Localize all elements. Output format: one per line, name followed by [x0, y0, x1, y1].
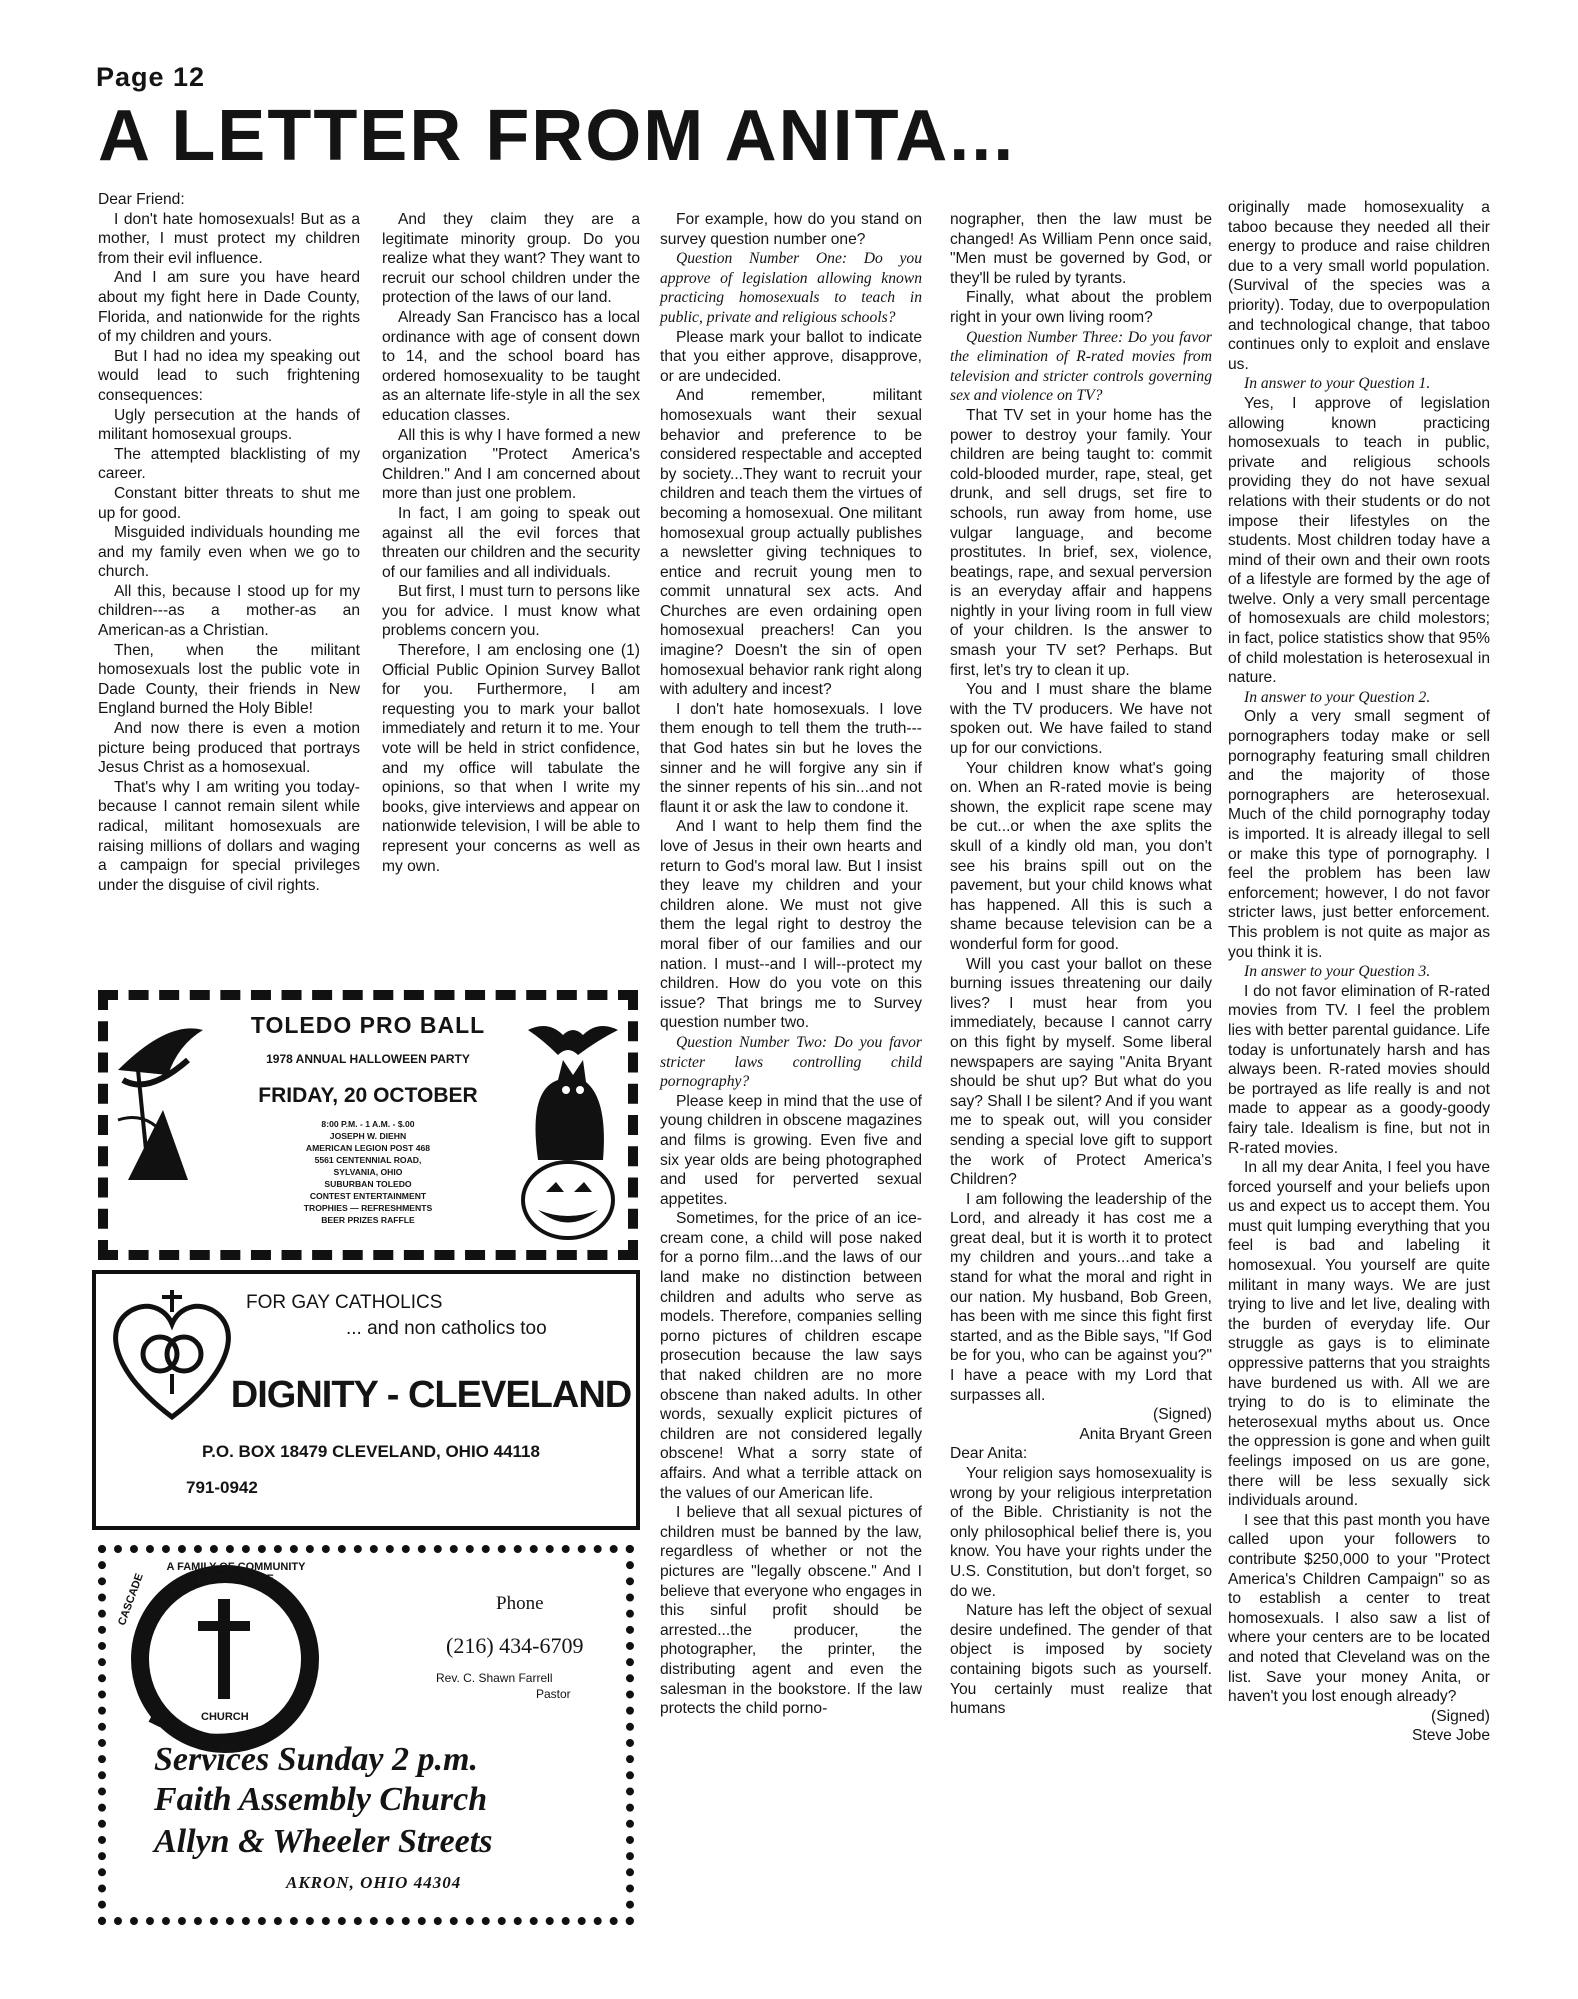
church-phone-label: Phone — [496, 1593, 544, 1614]
toledo-details — [228, 1118, 508, 1226]
article-paragraph: Please keep in mind that the use of young children in obscene magazines and films is growing. Even five and six year olds are being photographed and used for perverted sexual appetites. — [660, 1092, 922, 1208]
church-logo-left: CASCADE — [116, 1571, 146, 1628]
article-paragraph: And they claim they are a legitimate minority group. Do you realize what they want? They want to recruit our school children under the protection of the laws of our land. — [382, 211, 640, 307]
church-logo-bottom: CHURCH — [201, 1711, 249, 1723]
article-paragraph: Your children know what's going on. When an R-rated movie is being shown, the explicit rape scene may be cut...or when the axe splits the skull of a kindly old man, you don't see his brains spill out on the pavement, but your child knows what has happened. All this is such a shame because television can be a wonderful form for good. — [950, 759, 1212, 953]
article-paragraph: In all my dear Anita, I feel you have forced yourself and your beliefs upon us and expect us to accept them. You must quit lumping everything that you feel is bad and labeling it homosexual. You yourself are quite militant in many ways. We are just trying to live and let live, dealing with the burden of everyday life. Our struggle as gays is to eliminate oppressive patterns that you straights have burdened us with. All we are trying to do is to eliminate the heterosexual myths about us. Once the oppression is gone and when guilt feelings imposed on us are gone, there will be less sexually sick individuals around. — [1228, 1159, 1490, 1510]
toledo-detail-line: 5561 CENTENNIAL ROAD, — [314, 1155, 422, 1165]
article-paragraph: Nature has left the object of sexual desire undefined. The gender of that object is imposed by society containing bigots such as yourself. You certainly must realize that humans — [950, 1602, 1212, 1718]
article-paragraph: In answer to your Question 2. — [1244, 688, 1431, 706]
toledo-detail-line: CONTEST ENTERTAINMENT — [309, 1191, 427, 1201]
article-column-4 — [950, 210, 1212, 1719]
article-paragraph: (Signed) — [1431, 1707, 1490, 1725]
witch-hat-icon — [118, 1028, 203, 1075]
article-paragraph: I don't hate homosexuals! But as a mother, I must protect my children from their evil influence. — [98, 210, 360, 267]
article-paragraph: All this, because I stood up for my children---as a mother-as an American-as a Christian. — [98, 582, 360, 640]
article-column-5 — [1228, 198, 1490, 1746]
article-paragraph: Sometimes, for the price of an ice-cream cone, a child will pose naked for a porno film...and the laws of our land make no distinction between children and adults who serve as models. Therefore, companies selling porno pictures of children escape prosecution because the law says that naked children are no more obscene than naked adults. In other words, sexually explicit pictures of children are not considered legally obscene! What a sorry state of affairs. And what a terrible attack on the values of our American life. — [660, 1210, 922, 1502]
article-paragraph: But first, I must turn to persons like you for advice. I must know what problems concern you. — [382, 583, 640, 640]
article-paragraph: Only a very small segment of pornographers today make or sell pornography featuring small children and the majority of those pornographers are heterosexual. Much of the child pornography today is imported. It is already illegal to sell or make this type of pornography. I feel the problem has been law enforcement; however, I do not favor stricter laws, just better enforcement. This problem is not quite as major as you think it is. — [1228, 708, 1490, 961]
article-paragraph: originally made homosexuality a taboo because they needed all their energy to produce and raise children due to a very small world population. (Survival of the species was a priority). Today, due to overpopulation and technological change, that taboo continues only to exploit and enslave us. — [1228, 199, 1490, 373]
church-phone: (216) 434-6709 — [446, 1633, 584, 1658]
article-paragraph: I do not favor elimination of R-rated movies from TV. I feel the problem lies with better parental guidance. Life today is unfortunately harsh and has always been. R-rated movies should be portrayed as life really is and not made to appear as a goody-goody fairy tale. Idealism is fine, but not in R-rated movies. — [1228, 982, 1490, 1157]
article-paragraph: For example, how do you stand on survey question number one? — [660, 211, 922, 248]
church-city: AKRON, OHIO 44304 — [286, 1873, 462, 1892]
article-paragraph: And I want to help them find the love of Jesus in their own hearts and return to God's moral law. But I insist they leave my children and your children alone. We must not give them the legal right to destroy the moral fiber of our families and our nation. I must--and I will--protect my children. How do you vote on this issue? That brings me to Survey question number two. — [660, 818, 922, 1032]
article-paragraph: And I am sure you have heard about my fight here in Dade County, Florida, and nationwide for the rights of my children and yours. — [98, 269, 360, 346]
church-services-line: Services Sunday 2 p.m. — [154, 1741, 478, 1778]
headline: A LETTER FROM ANITA... — [98, 96, 1016, 176]
toledo-subtitle: 1978 ANNUAL HALLOWEEN PARTY — [266, 1052, 470, 1066]
church-logo-icon — [110, 1559, 340, 1759]
toledo-detail-line: 8:00 P.M. - 1 A.M. - $.00 — [321, 1119, 415, 1129]
article-paragraph: Misguided individuals hounding me and my family even when we go to church. — [98, 524, 360, 581]
dignity-line-1: FOR GAY CATHOLICS — [246, 1292, 443, 1313]
cat-icon — [536, 1060, 604, 1160]
article-paragraph: In answer to your Question 1. — [1244, 375, 1431, 393]
article-paragraph: In fact, I am going to speak out against all the evil forces that threaten our children and the security of our families and all individuals. — [382, 504, 640, 581]
article-paragraph: Steve Jobe — [1411, 1727, 1490, 1745]
toledo-detail-line: TROPHIES — REFRESHMENTS — [303, 1203, 433, 1213]
church-pastor-title: Pastor — [536, 1687, 571, 1701]
dignity-name: DIGNITY - CLEVELAND — [230, 1374, 632, 1416]
toledo-title: TOLEDO PRO BALL — [250, 1012, 486, 1038]
article-paragraph: In answer to your Question 3. — [1244, 963, 1431, 981]
article-paragraph: Yes, I approve of legislation allowing known practicing homosexuals to teach in public, private and religious schools providing they do not have sexual relations with their students or do not impose their lifestyles on the students. Most children today have a mind of their own and their own roots of a lifestyle are formed by the age of twelve. Only a very small percentage of homosexuals are child molestors; in fact, police statistics show that 95% of child molestation is heterosexual in nature. — [1228, 394, 1490, 687]
article-paragraph: Your religion says homosexuality is wrong by your religious interpretation of the Bible. Christianity is not the only philosophical belief there is, you know. You have your rights under the U.S. Constitution, but don't forget, so do we. — [950, 1465, 1212, 1600]
church-logo-text: A FAMILY OF COMMUNITY FAITH & LOVE — [166, 1561, 306, 1585]
article-paragraph: Please mark your ballot to indicate that you either approve, disapprove, or are undecided. — [660, 328, 922, 385]
article-paragraph: All this is why I have formed a new organization "Protect America's Children." And I am concerned about more than just one problem. — [382, 426, 640, 503]
toledo-detail-line: BEER PRIZES RAFFLE — [321, 1215, 415, 1225]
article-paragraph: The attempted blacklisting of my career. — [98, 445, 360, 483]
article-paragraph: Anita Bryant Green — [1079, 1425, 1212, 1443]
article-paragraph: Dear Anita: — [950, 1445, 1028, 1463]
article-paragraph: I see that this past month you have called upon your followers to contribute $250,000 to your "Protect America's Children Campaign" so as to establish a center to treat homosexuals. I also saw a list of where your centers are to be located and noted that Cleveland was on the list. Save your money Anita, or haven't you lost enough already? — [1228, 1511, 1490, 1706]
article-column-2 — [382, 210, 640, 876]
article-paragraph: Question Number Three: Do you favor the elimination of R-rated movies from television and stricter controls governing sex and violence on TV? — [950, 328, 1212, 405]
article-paragraph: Question Number Two: Do you favor stricter laws controlling child pornography? — [660, 1033, 922, 1091]
article-paragraph: Therefore, I am enclosing one (1) Official Public Opinion Survey Ballot for you. Furthermore, I am requesting you to mark your ballot immediately and return it to me. Your vote will be held in strict confidence, and my office will tabulate the opinions, so that when I write my books, give interviews and appear on nationwide television, I will be able to represent your concerns as well as my own. — [382, 642, 640, 875]
article-paragraph: But I had no idea my speaking out would lead to such frightening consequences: — [98, 347, 360, 404]
pumpkin-icon — [523, 1162, 613, 1238]
toledo-date: FRIDAY, 20 OCTOBER — [258, 1084, 478, 1107]
article-paragraph: I am following the leadership of the Lord, and already it has cost me a great deal, but it is worth it to protect my children and yours...and take a stand for what the moral and right in our nation. My husband, Bob Green, has been with me since this fight first started, and as the Bible says, "If God be for you, who can be against you?" I have a peace with my Lord that surpasses all. — [950, 1190, 1212, 1404]
witch-icon — [128, 1110, 188, 1180]
article-paragraph: Dear Friend: — [98, 191, 185, 208]
dignity-cleveland-ad — [92, 1270, 640, 1530]
article-column-1 — [98, 190, 360, 895]
toledo-detail-line: SUBURBAN TOLEDO — [324, 1179, 412, 1189]
dignity-phone: 791-0942 — [186, 1478, 258, 1497]
article-paragraph: Finally, what about the problem right in your own living room? — [950, 289, 1212, 326]
page-number: Page 12 — [96, 62, 206, 92]
dignity-line-2: ... and non catholics too — [346, 1318, 547, 1339]
article-paragraph: Will you cast your ballot on these burning issues threatening our daily lives? I must hear from you immediately, because I cannot carry on this fight by myself. Some liberal newspapers are saying "Anita Bryant should be shut up? But what do you say? Shall I be silent? And if you want me to speak out, will you consider sending a special love gift to support the work of Protect America's Children? — [950, 955, 1212, 1189]
article-paragraph: Question Number One: Do you approve of legislation allowing known practicing homosexuals to teach in public, private and religious schools? — [660, 250, 922, 326]
toledo-detail-line: SYLVANIA, OHIO — [333, 1167, 403, 1177]
church-streets-line: Allyn & Wheeler Streets — [154, 1823, 493, 1860]
article-paragraph: Then, when the militant homosexuals lost the public vote in Dade County, their friends in New England burned the Holy Bible! — [98, 641, 360, 718]
toledo-detail-line: JOSEPH W. DIEHN — [329, 1131, 407, 1141]
article-paragraph: (Signed) — [1153, 1406, 1212, 1424]
heart-logo-icon — [102, 1282, 242, 1432]
article-paragraph: You and I must share the blame with the TV producers. We have not spoken out. We have failed to stand up for our convictions. — [950, 681, 1212, 758]
toledo-halloween-ad — [98, 990, 638, 1260]
article-column-3 — [660, 210, 922, 1719]
article-paragraph: That's why I am writing you today-because I cannot remain silent while radical, militant homosexuals are raising millions of dollars and waging a campaign for special privileges under the disguise of civil rights. — [98, 778, 360, 894]
church-pastor: Rev. C. Shawn Farrell — [436, 1671, 553, 1685]
article-paragraph: And remember, militant homosexuals want their sexual behavior and preference to be considered respectable and accepted by society...They want to recruit your children and teach them the virtues of becoming a homosexual. One militant homosexual group actually publishes a newsletter giving techniques to entice and recruit young men to commit unnatural sex acts. And Churches are even ordaining open homosexual preachers! Can you imagine? Doesn't the sin of open homosexual behavior rank right along with adultery and incest? — [660, 387, 922, 699]
article-paragraph: I believe that all sexual pictures of children must be banned by the law, regardless of whether or not the pictures are "legally obscene." And I believe that everyone who engages in this sinful profit should be arrested...the producer, the photographer, the printer, the distributing agent and even the salesman in the bookstore. If the law protects the child porno- — [660, 1504, 922, 1718]
article-paragraph: That TV set in your home has the power to destroy your family. Your children are being taught to: commit cold-blooded murder, rape, steal, get drunk, and sell drugs, set fire to schools, run away from home, use vulgar language, and become prostitutes. In brief, sex, violence, beatings, rape, and sexual perversion is an everyday affair and happens nightly in your living room in full view of your children. Is the answer to smash your TV set? Perhaps. But first, let's try to clean it up. — [950, 406, 1212, 679]
article-paragraph: Ugly persecution at the hands of militant homosexual groups. — [98, 406, 360, 444]
article-paragraph: And now there is even a motion picture being produced that portrays Jesus Christ as a homosexual. — [98, 720, 360, 777]
church-name-line: Faith Assembly Church — [154, 1781, 488, 1818]
article-paragraph: Already San Francisco has a local ordinance with age of consent down to 14, and the school board has ordered homosexuality to be taught as an alternate life-style in all the sex education classes. — [382, 308, 640, 424]
article-paragraph: nographer, then the law must be changed! As William Penn once said, "Men must be governed by God, or they'll be ruled by tyrants. — [950, 211, 1212, 287]
article-paragraph: I don't hate homosexuals. I love them enough to tell them the truth---that God hates sin but he loves the sinner and he will forgive any sin if the sinner repents of his sin...and not flaunt it or ask the law to condone it. — [660, 700, 922, 816]
toledo-detail-line: AMERICAN LEGION POST 468 — [305, 1143, 431, 1153]
article-paragraph: Constant bitter threats to shut me up for good. — [98, 484, 360, 522]
dignity-address: P.O. BOX 18479 CLEVELAND, OHIO 44118 — [202, 1442, 540, 1461]
cascade-church-ad — [98, 1545, 634, 1925]
bat-icon — [528, 1026, 618, 1055]
